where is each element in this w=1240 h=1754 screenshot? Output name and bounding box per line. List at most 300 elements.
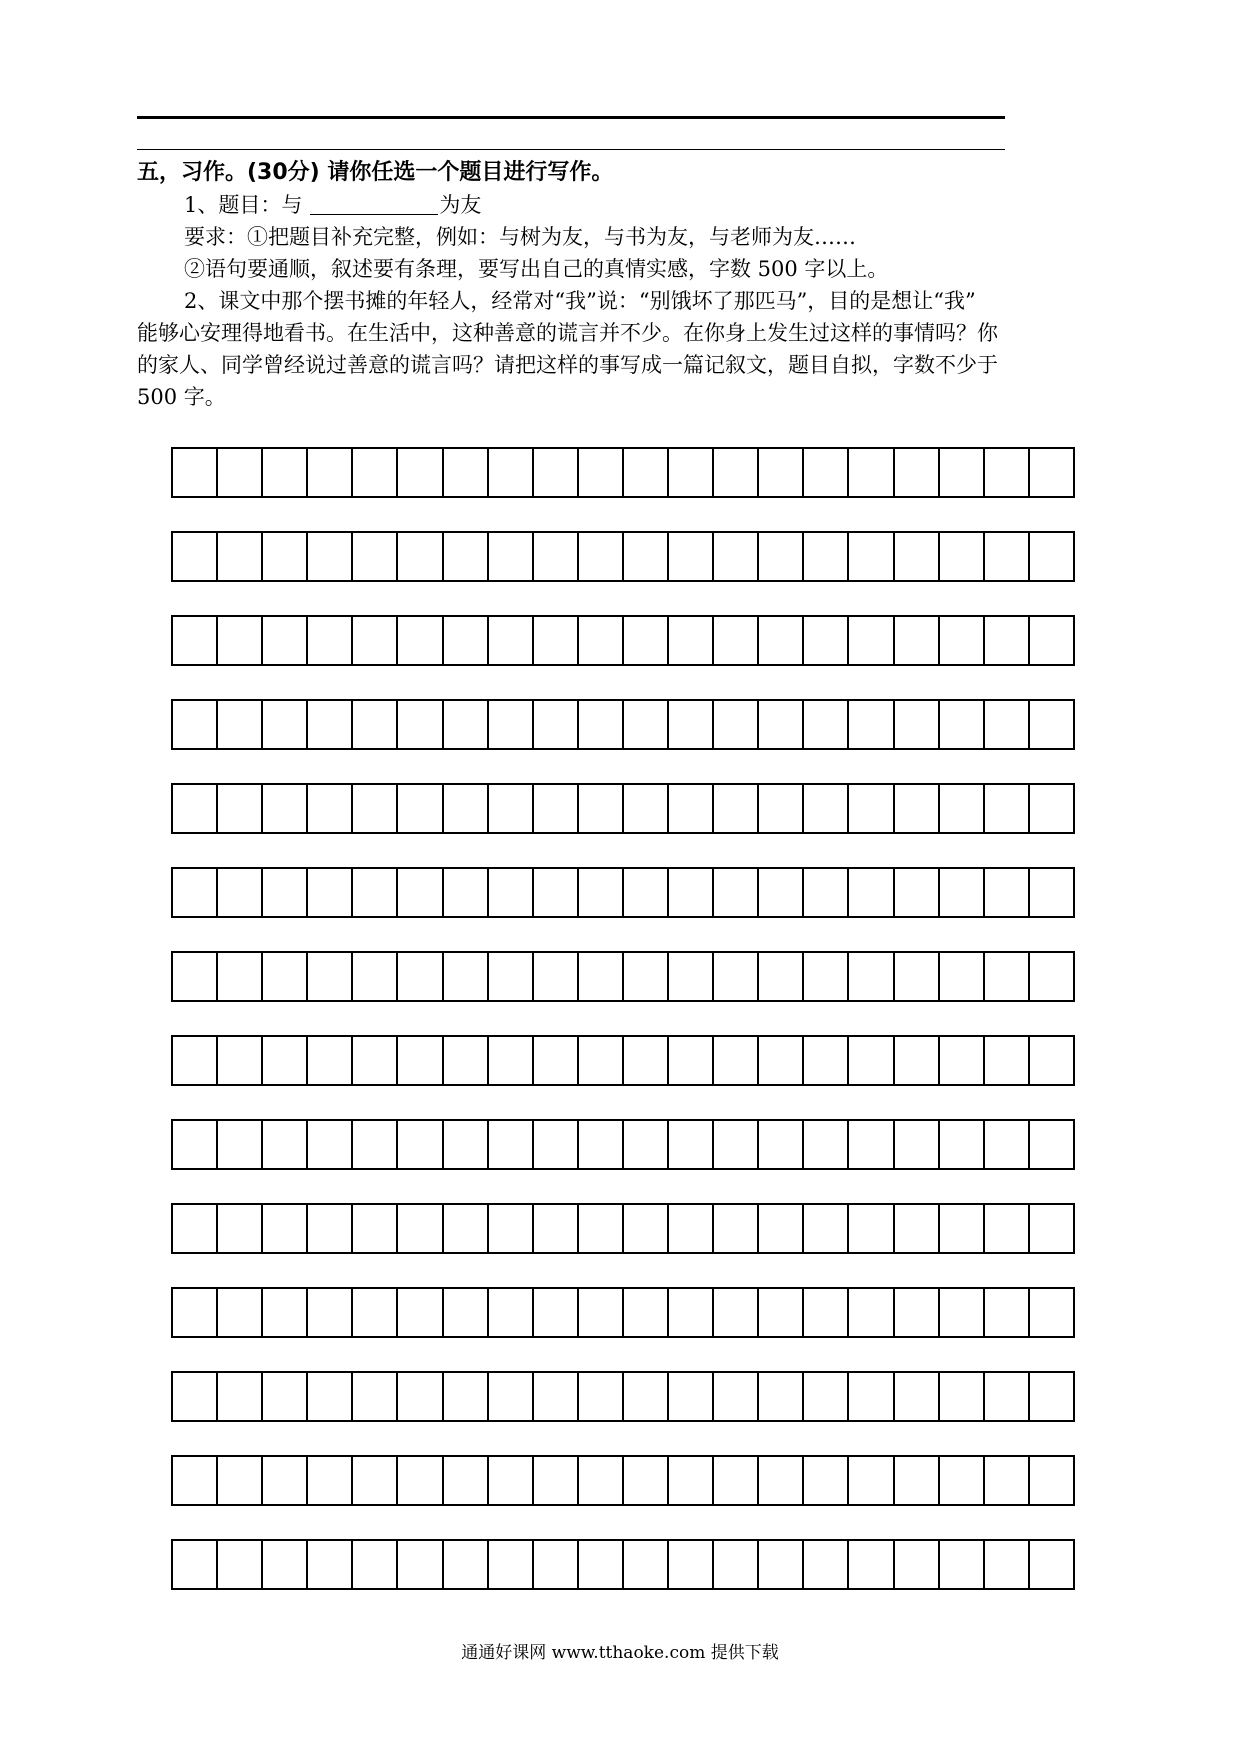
grid-cell[interactable] — [804, 531, 849, 582]
grid-cell[interactable] — [895, 1455, 940, 1506]
grid-cell[interactable] — [308, 1203, 353, 1254]
grid-cell[interactable] — [849, 1539, 894, 1590]
grid-cell[interactable] — [579, 1539, 624, 1590]
grid-cell[interactable] — [669, 1371, 714, 1422]
grid-cell[interactable] — [353, 1539, 398, 1590]
grid-cell[interactable] — [534, 531, 579, 582]
grid-row — [171, 615, 1075, 666]
grid-cell[interactable] — [940, 1455, 985, 1506]
grid-cell[interactable] — [714, 1035, 759, 1086]
grid-cell[interactable] — [353, 1455, 398, 1506]
grid-cell[interactable] — [308, 1035, 353, 1086]
grid-cell[interactable] — [1030, 1203, 1075, 1254]
grid-cell[interactable] — [714, 1371, 759, 1422]
grid-cell[interactable] — [669, 1203, 714, 1254]
grid-cell[interactable] — [398, 1539, 443, 1590]
grid-cell[interactable] — [398, 783, 443, 834]
grid-cell[interactable] — [353, 951, 398, 1002]
writing-grid[interactable] — [171, 447, 1075, 1623]
grid-cell[interactable] — [1030, 1539, 1075, 1590]
grid-cell[interactable] — [398, 1287, 443, 1338]
grid-cell[interactable] — [849, 615, 894, 666]
grid-cell[interactable] — [444, 783, 489, 834]
grid-cell[interactable] — [579, 867, 624, 918]
grid-cell[interactable] — [940, 1287, 985, 1338]
topic-2-line-2: 能够心安理得地看书。在生活中，这种善意的谎言并不少。在你身上发生过这样的事情吗？你 — [137, 321, 998, 345]
grid-cell[interactable] — [895, 1119, 940, 1170]
grid-cell[interactable] — [353, 1371, 398, 1422]
grid-cell[interactable] — [218, 783, 263, 834]
grid-cell[interactable] — [534, 1287, 579, 1338]
grid-cell[interactable] — [308, 951, 353, 1002]
grid-cell[interactable] — [534, 1539, 579, 1590]
grid-cell[interactable] — [1030, 699, 1075, 750]
grid-cell[interactable] — [940, 951, 985, 1002]
grid-cell[interactable] — [218, 1035, 263, 1086]
grid-cell[interactable] — [489, 1455, 534, 1506]
grid-cell[interactable] — [263, 531, 308, 582]
grid-cell[interactable] — [1030, 1287, 1075, 1338]
grid-cell[interactable] — [218, 1455, 263, 1506]
grid-cell[interactable] — [173, 699, 218, 750]
grid-cell[interactable] — [759, 1119, 804, 1170]
grid-cell[interactable] — [444, 1119, 489, 1170]
grid-cell[interactable] — [489, 447, 534, 498]
grid-cell[interactable] — [353, 1119, 398, 1170]
grid-cell[interactable] — [714, 699, 759, 750]
grid-cell[interactable] — [849, 1287, 894, 1338]
grid-cell[interactable] — [759, 783, 804, 834]
grid-cell[interactable] — [489, 1371, 534, 1422]
grid-cell[interactable] — [759, 531, 804, 582]
grid-cell[interactable] — [308, 447, 353, 498]
grid-cell[interactable] — [804, 447, 849, 498]
grid-cell[interactable] — [489, 531, 534, 582]
grid-cell[interactable] — [308, 1119, 353, 1170]
grid-cell[interactable] — [579, 783, 624, 834]
grid-cell[interactable] — [218, 531, 263, 582]
grid-cell[interactable] — [308, 783, 353, 834]
grid-cell[interactable] — [534, 1371, 579, 1422]
grid-cell[interactable] — [669, 783, 714, 834]
grid-cell[interactable] — [669, 1539, 714, 1590]
grid-cell[interactable] — [308, 531, 353, 582]
grid-cell[interactable] — [444, 867, 489, 918]
grid-cell[interactable] — [624, 1287, 669, 1338]
grid-cell[interactable] — [218, 1287, 263, 1338]
grid-cell[interactable] — [444, 1371, 489, 1422]
grid-cell[interactable] — [759, 1371, 804, 1422]
grid-row — [171, 1539, 1075, 1590]
grid-cell[interactable] — [444, 1287, 489, 1338]
grid-cell[interactable] — [173, 1539, 218, 1590]
grid-cell[interactable] — [714, 531, 759, 582]
grid-cell[interactable] — [1030, 951, 1075, 1002]
grid-cell[interactable] — [895, 1539, 940, 1590]
grid-cell[interactable] — [985, 783, 1030, 834]
grid-cell[interactable] — [1030, 1371, 1075, 1422]
grid-row — [171, 699, 1075, 750]
grid-cell[interactable] — [669, 531, 714, 582]
grid-cell[interactable] — [579, 1119, 624, 1170]
grid-cell[interactable] — [308, 1287, 353, 1338]
grid-cell[interactable] — [353, 447, 398, 498]
section-heading: 五，习作。(30分) 请你任选一个题目进行写作。 — [137, 160, 614, 185]
grid-cell[interactable] — [263, 1119, 308, 1170]
grid-cell[interactable] — [759, 867, 804, 918]
grid-cell[interactable] — [895, 531, 940, 582]
grid-cell[interactable] — [985, 615, 1030, 666]
grid-cell[interactable] — [263, 699, 308, 750]
grid-cell[interactable] — [669, 699, 714, 750]
grid-cell[interactable] — [624, 1035, 669, 1086]
topic-1-requirement-1: 要求：①把题目补充完整，例如：与树为友，与书为友，与老师为友…… — [184, 225, 856, 249]
grid-cell[interactable] — [173, 1203, 218, 1254]
grid-cell[interactable] — [173, 615, 218, 666]
grid-cell[interactable] — [263, 1371, 308, 1422]
grid-cell[interactable] — [579, 1371, 624, 1422]
grid-cell[interactable] — [263, 783, 308, 834]
grid-cell[interactable] — [624, 1455, 669, 1506]
grid-cell[interactable] — [985, 1119, 1030, 1170]
grid-cell[interactable] — [263, 615, 308, 666]
grid-cell[interactable] — [489, 1287, 534, 1338]
grid-cell[interactable] — [759, 1539, 804, 1590]
grid-cell[interactable] — [218, 951, 263, 1002]
grid-cell[interactable] — [669, 447, 714, 498]
grid-cell[interactable] — [895, 1371, 940, 1422]
grid-cell[interactable] — [534, 1035, 579, 1086]
grid-cell[interactable] — [759, 615, 804, 666]
grid-cell[interactable] — [263, 951, 308, 1002]
grid-cell[interactable] — [804, 951, 849, 1002]
grid-cell[interactable] — [1030, 867, 1075, 918]
grid-cell[interactable] — [849, 1035, 894, 1086]
grid-cell[interactable] — [895, 783, 940, 834]
top-rule-thin — [137, 149, 1005, 150]
grid-cell[interactable] — [804, 615, 849, 666]
grid-cell[interactable] — [489, 867, 534, 918]
grid-cell[interactable] — [759, 699, 804, 750]
grid-cell[interactable] — [263, 1035, 308, 1086]
grid-cell[interactable] — [804, 1371, 849, 1422]
grid-row — [171, 531, 1075, 582]
grid-cell[interactable] — [534, 699, 579, 750]
grid-cell[interactable] — [579, 1035, 624, 1086]
grid-cell[interactable] — [489, 1539, 534, 1590]
grid-cell[interactable] — [308, 1371, 353, 1422]
grid-cell[interactable] — [1030, 615, 1075, 666]
grid-cell[interactable] — [218, 615, 263, 666]
grid-cell[interactable] — [714, 1287, 759, 1338]
grid-cell[interactable] — [489, 699, 534, 750]
grid-cell[interactable] — [804, 783, 849, 834]
grid-cell[interactable] — [624, 951, 669, 1002]
grid-cell[interactable] — [940, 1203, 985, 1254]
grid-cell[interactable] — [444, 951, 489, 1002]
grid-cell[interactable] — [669, 1119, 714, 1170]
grid-cell[interactable] — [669, 615, 714, 666]
grid-cell[interactable] — [579, 447, 624, 498]
grid-cell[interactable] — [173, 951, 218, 1002]
grid-cell[interactable] — [534, 951, 579, 1002]
grid-cell[interactable] — [714, 615, 759, 666]
grid-cell[interactable] — [940, 447, 985, 498]
grid-cell[interactable] — [444, 1455, 489, 1506]
grid-cell[interactable] — [940, 615, 985, 666]
grid-cell[interactable] — [489, 1203, 534, 1254]
grid-cell[interactable] — [624, 783, 669, 834]
grid-cell[interactable] — [985, 531, 1030, 582]
grid-cell[interactable] — [714, 783, 759, 834]
grid-cell[interactable] — [173, 1287, 218, 1338]
grid-cell[interactable] — [759, 1287, 804, 1338]
grid-cell[interactable] — [669, 1287, 714, 1338]
grid-cell[interactable] — [353, 615, 398, 666]
grid-cell[interactable] — [353, 531, 398, 582]
grid-cell[interactable] — [444, 447, 489, 498]
grid-cell[interactable] — [534, 447, 579, 498]
grid-cell[interactable] — [940, 867, 985, 918]
grid-cell[interactable] — [985, 1455, 1030, 1506]
grid-cell[interactable] — [804, 1203, 849, 1254]
grid-row — [171, 1371, 1075, 1422]
grid-cell[interactable] — [263, 1455, 308, 1506]
grid-cell[interactable] — [398, 951, 443, 1002]
grid-cell[interactable] — [985, 699, 1030, 750]
grid-cell[interactable] — [624, 1539, 669, 1590]
grid-cell[interactable] — [714, 867, 759, 918]
grid-cell[interactable] — [1030, 1119, 1075, 1170]
grid-cell[interactable] — [534, 783, 579, 834]
topic-2-line-3: 的家人、同学曾经说过善意的谎言吗？请把这样的事写成一篇记叙文，题目自拟，字数不少于 — [137, 353, 998, 377]
grid-cell[interactable] — [308, 699, 353, 750]
grid-cell[interactable] — [398, 1035, 443, 1086]
grid-cell[interactable] — [985, 1539, 1030, 1590]
fill-in-blank[interactable] — [310, 192, 438, 215]
grid-cell[interactable] — [489, 951, 534, 1002]
grid-cell[interactable] — [985, 1035, 1030, 1086]
grid-cell[interactable] — [714, 1455, 759, 1506]
grid-cell[interactable] — [849, 699, 894, 750]
grid-cell[interactable] — [353, 1287, 398, 1338]
grid-cell[interactable] — [398, 615, 443, 666]
grid-cell[interactable] — [985, 447, 1030, 498]
grid-cell[interactable] — [849, 783, 894, 834]
grid-cell[interactable] — [353, 867, 398, 918]
grid-cell[interactable] — [804, 699, 849, 750]
grid-cell[interactable] — [218, 1371, 263, 1422]
grid-cell[interactable] — [849, 867, 894, 918]
grid-cell[interactable] — [940, 783, 985, 834]
grid-row — [171, 1455, 1075, 1506]
grid-cell[interactable] — [398, 447, 443, 498]
grid-cell[interactable] — [624, 1371, 669, 1422]
grid-cell[interactable] — [173, 1371, 218, 1422]
grid-cell[interactable] — [173, 1455, 218, 1506]
grid-cell[interactable] — [263, 1287, 308, 1338]
grid-cell[interactable] — [804, 1539, 849, 1590]
grid-cell[interactable] — [895, 447, 940, 498]
grid-cell[interactable] — [353, 1203, 398, 1254]
grid-cell[interactable] — [353, 699, 398, 750]
grid-cell[interactable] — [714, 1203, 759, 1254]
grid-cell[interactable] — [579, 531, 624, 582]
grid-cell[interactable] — [398, 1371, 443, 1422]
grid-cell[interactable] — [218, 699, 263, 750]
grid-cell[interactable] — [218, 1203, 263, 1254]
grid-row — [171, 951, 1075, 1002]
grid-cell[interactable] — [218, 447, 263, 498]
grid-cell[interactable] — [579, 1287, 624, 1338]
topic-2-line-1: 2、课文中那个摆书摊的年轻人，经常对“我”说：“别饿坏了那匹马”，目的是想让“我” — [184, 289, 976, 313]
grid-cell[interactable] — [308, 615, 353, 666]
grid-cell[interactable] — [804, 1035, 849, 1086]
grid-cell[interactable] — [308, 1539, 353, 1590]
grid-cell[interactable] — [1030, 531, 1075, 582]
grid-cell[interactable] — [714, 1119, 759, 1170]
grid-cell[interactable] — [218, 1539, 263, 1590]
grid-cell[interactable] — [1030, 1035, 1075, 1086]
grid-cell[interactable] — [940, 1539, 985, 1590]
grid-cell[interactable] — [624, 867, 669, 918]
grid-cell[interactable] — [579, 1455, 624, 1506]
grid-cell[interactable] — [398, 1455, 443, 1506]
grid-cell[interactable] — [489, 1035, 534, 1086]
grid-cell[interactable] — [1030, 447, 1075, 498]
grid-cell[interactable] — [895, 951, 940, 1002]
grid-cell[interactable] — [444, 615, 489, 666]
grid-cell[interactable] — [940, 1119, 985, 1170]
footer-credit: 通通好课网 www.tthaoke.com 提供下载 — [461, 1643, 779, 1663]
grid-cell[interactable] — [895, 1287, 940, 1338]
grid-cell[interactable] — [759, 951, 804, 1002]
grid-cell[interactable] — [218, 1119, 263, 1170]
grid-cell[interactable] — [669, 1035, 714, 1086]
grid-cell[interactable] — [534, 615, 579, 666]
grid-cell[interactable] — [669, 951, 714, 1002]
grid-cell[interactable] — [353, 783, 398, 834]
grid-cell[interactable] — [308, 1455, 353, 1506]
grid-cell[interactable] — [398, 867, 443, 918]
grid-cell[interactable] — [759, 1455, 804, 1506]
grid-cell[interactable] — [895, 699, 940, 750]
grid-cell[interactable] — [173, 783, 218, 834]
grid-cell[interactable] — [849, 531, 894, 582]
grid-cell[interactable] — [444, 1035, 489, 1086]
grid-cell[interactable] — [444, 531, 489, 582]
grid-cell[interactable] — [624, 615, 669, 666]
topic-2-line-4: 500 字。 — [137, 385, 226, 409]
grid-cell[interactable] — [624, 699, 669, 750]
grid-cell[interactable] — [624, 447, 669, 498]
grid-cell[interactable] — [624, 531, 669, 582]
grid-cell[interactable] — [759, 447, 804, 498]
grid-cell[interactable] — [1030, 1455, 1075, 1506]
grid-cell[interactable] — [985, 951, 1030, 1002]
grid-cell[interactable] — [804, 1287, 849, 1338]
grid-cell[interactable] — [669, 867, 714, 918]
grid-cell[interactable] — [940, 531, 985, 582]
grid-cell[interactable] — [534, 1203, 579, 1254]
grid-cell[interactable] — [624, 1203, 669, 1254]
grid-cell[interactable] — [173, 447, 218, 498]
grid-cell[interactable] — [263, 1539, 308, 1590]
grid-cell[interactable] — [804, 867, 849, 918]
grid-cell[interactable] — [579, 1203, 624, 1254]
grid-cell[interactable] — [534, 867, 579, 918]
grid-cell[interactable] — [263, 867, 308, 918]
grid-cell[interactable] — [173, 1119, 218, 1170]
grid-cell[interactable] — [985, 1371, 1030, 1422]
grid-cell[interactable] — [714, 447, 759, 498]
grid-cell[interactable] — [985, 1287, 1030, 1338]
grid-cell[interactable] — [624, 1119, 669, 1170]
grid-cell[interactable] — [759, 1203, 804, 1254]
grid-cell[interactable] — [940, 1035, 985, 1086]
grid-cell[interactable] — [895, 867, 940, 918]
grid-cell[interactable] — [489, 783, 534, 834]
grid-cell[interactable] — [173, 531, 218, 582]
grid-cell[interactable] — [669, 1455, 714, 1506]
grid-cell[interactable] — [353, 1035, 398, 1086]
grid-cell[interactable] — [714, 1539, 759, 1590]
grid-cell[interactable] — [173, 867, 218, 918]
grid-cell[interactable] — [895, 1035, 940, 1086]
grid-cell[interactable] — [398, 699, 443, 750]
grid-cell[interactable] — [444, 1539, 489, 1590]
grid-cell[interactable] — [849, 1371, 894, 1422]
grid-cell[interactable] — [398, 1119, 443, 1170]
grid-cell[interactable] — [849, 1119, 894, 1170]
grid-cell[interactable] — [489, 615, 534, 666]
grid-cell[interactable] — [985, 867, 1030, 918]
grid-cell[interactable] — [804, 1119, 849, 1170]
grid-cell[interactable] — [849, 951, 894, 1002]
grid-cell[interactable] — [1030, 783, 1075, 834]
grid-cell[interactable] — [940, 699, 985, 750]
grid-cell[interactable] — [308, 867, 353, 918]
grid-cell[interactable] — [895, 1203, 940, 1254]
grid-cell[interactable] — [849, 447, 894, 498]
grid-cell[interactable] — [263, 1203, 308, 1254]
grid-cell[interactable] — [714, 951, 759, 1002]
grid-cell[interactable] — [849, 1203, 894, 1254]
grid-row — [171, 867, 1075, 918]
grid-cell[interactable] — [173, 1035, 218, 1086]
grid-row — [171, 1119, 1075, 1170]
grid-cell[interactable] — [489, 1119, 534, 1170]
grid-cell[interactable] — [579, 699, 624, 750]
grid-cell[interactable] — [534, 1119, 579, 1170]
grid-cell[interactable] — [940, 1371, 985, 1422]
grid-cell[interactable] — [895, 615, 940, 666]
grid-cell[interactable] — [444, 699, 489, 750]
grid-cell[interactable] — [534, 1455, 579, 1506]
grid-cell[interactable] — [398, 1203, 443, 1254]
topic-1-prefix: 1、题目：与 — [184, 193, 303, 217]
grid-cell[interactable] — [579, 615, 624, 666]
grid-cell[interactable] — [263, 447, 308, 498]
grid-cell[interactable] — [398, 531, 443, 582]
grid-cell[interactable] — [444, 1203, 489, 1254]
grid-cell[interactable] — [849, 1455, 894, 1506]
grid-cell[interactable] — [759, 1035, 804, 1086]
grid-cell[interactable] — [985, 1203, 1030, 1254]
grid-cell[interactable] — [804, 1455, 849, 1506]
grid-cell[interactable] — [218, 867, 263, 918]
grid-cell[interactable] — [579, 951, 624, 1002]
